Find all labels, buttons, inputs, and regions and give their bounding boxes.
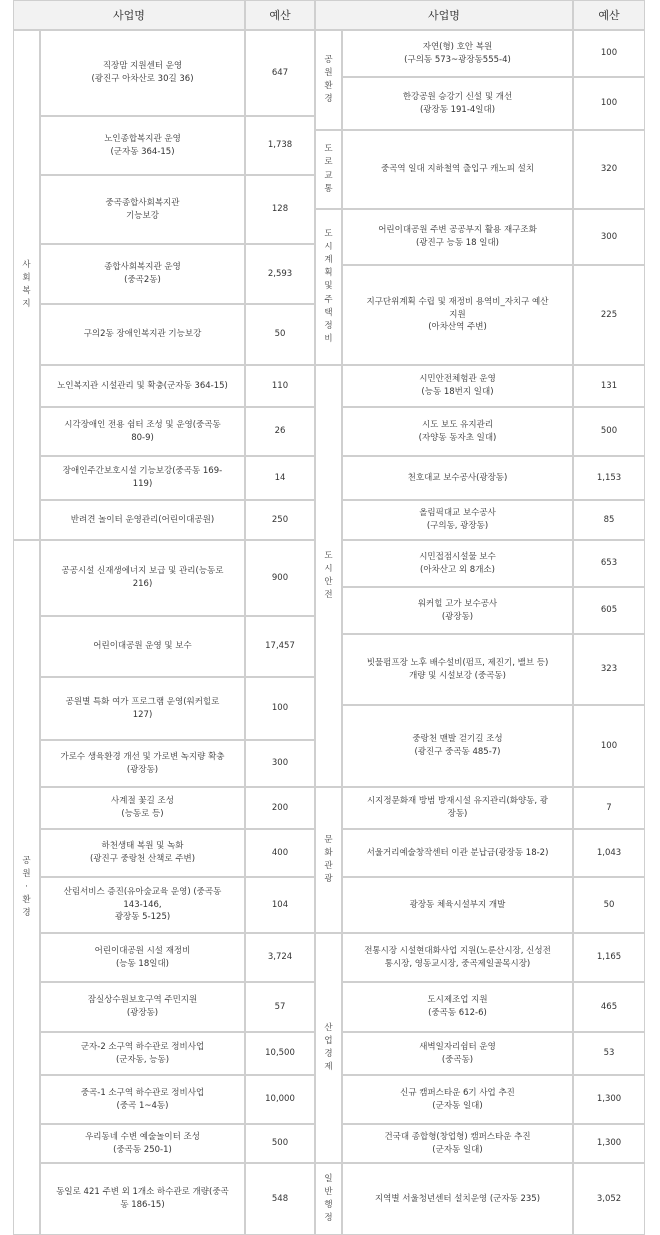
right-category <box>315 130 342 209</box>
right-project-name: 건국대 종합형(창업형) 캠퍼스타운 추진 (군자동 일대) <box>342 1124 573 1163</box>
right-project-name: 워커힐 고가 보수공사 (광장동) <box>342 587 573 634</box>
left-project-budget: 104 <box>245 877 315 933</box>
header-right-name: 사업명 <box>315 0 573 30</box>
right-project-name: 서울거리예술창작센터 이관 분납금(광장동 18-2) <box>342 829 573 877</box>
left-category-label: 사회복지 <box>22 259 31 310</box>
right-project-name: 올림픽대교 보수공사 (구의동, 광장동) <box>342 500 573 540</box>
right-category-label: 도시안전 <box>324 550 333 601</box>
right-category-label: 문화관광 <box>324 834 333 885</box>
right-project-budget: 605 <box>573 587 645 634</box>
right-project-name: 광장동 체육시설부지 개발 <box>342 877 573 933</box>
left-project-name: 어린이대공원 시설 재정비 (능동 18일대) <box>40 933 245 982</box>
right-category <box>315 209 342 365</box>
right-project-name: 시민안전체험관 운영 (능동 18번지 일대) <box>342 365 573 407</box>
left-project-budget: 2,593 <box>245 244 315 304</box>
left-project-name: 잠실상수원보호구역 주민지원 (광장동) <box>40 982 245 1032</box>
right-project-budget: 1,165 <box>573 933 645 982</box>
right-project-budget: 1,300 <box>573 1075 645 1124</box>
right-category <box>315 1163 342 1235</box>
header-left-name: 사업명 <box>13 0 245 30</box>
right-category <box>315 933 342 1163</box>
left-project-name: 공원별 특화 여가 프로그램 운영(워커힐로 127) <box>40 677 245 740</box>
right-category-label: 공원환경 <box>324 54 333 105</box>
right-project-budget: 300 <box>573 209 645 265</box>
right-project-name: 신규 캠퍼스타운 6기 사업 추진 (군자동 일대) <box>342 1075 573 1124</box>
left-project-budget: 400 <box>245 829 315 877</box>
right-project-name: 시민접점시설물 보수 (아차산고 외 8개소) <box>342 540 573 587</box>
right-project-name: 한강공원 승강기 신설 및 개선 (광장동 191-4일대) <box>342 77 573 130</box>
right-project-budget: 3,052 <box>573 1163 645 1235</box>
right-project-budget: 225 <box>573 265 645 365</box>
right-project-budget: 653 <box>573 540 645 587</box>
left-project-budget: 647 <box>245 30 315 116</box>
left-category <box>13 30 40 540</box>
left-project-budget: 110 <box>245 365 315 407</box>
left-project-name: 동일로 421 주변 외 1개소 하수관로 개량(중곡 동 186-15) <box>40 1163 245 1235</box>
left-project-name: 장애인주간보호시설 기능보강(중곡동 169- 119) <box>40 456 245 500</box>
right-project-name: 어린이대공원 주변 공공부지 활용 재구조화 (광진구 능동 18 일대) <box>342 209 573 265</box>
right-project-name: 시지정문화재 방범 방재시설 유지관리(화양동, 광 장동) <box>342 787 573 829</box>
header-left-budget: 예산 <box>245 0 315 30</box>
right-project-budget: 100 <box>573 77 645 130</box>
left-project-name: 구의2동 장애인복지관 기능보강 <box>40 304 245 365</box>
left-project-name: 중곡-1 소구역 하수관로 정비사업 (중곡 1~4동) <box>40 1075 245 1124</box>
left-project-budget: 10,000 <box>245 1075 315 1124</box>
right-project-name: 천호대교 보수공사(광장동) <box>342 456 573 500</box>
left-project-name: 반려견 놀이터 운영관리(어린이대공원) <box>40 500 245 540</box>
left-project-budget: 1,738 <box>245 116 315 175</box>
right-project-budget: 323 <box>573 634 645 705</box>
right-project-name: 자연(형) 호안 복원 (구의동 573~광장동555-4) <box>342 30 573 77</box>
left-project-budget: 300 <box>245 740 315 787</box>
right-project-name: 중랑천 맨발 걷기길 조성 (광진구 중곡동 485-7) <box>342 705 573 787</box>
right-category-label: 산업경제 <box>324 1022 333 1073</box>
right-project-name: 빗물펌프장 노후 배수설비(펌프, 제진기, 밸브 등) 개량 및 시설보강 (중곡동) <box>342 634 573 705</box>
right-project-name: 지역별 서울청년센터 설치운영 (군자동 235) <box>342 1163 573 1235</box>
right-project-name: 지구단위계획 수립 및 재정비 용역비_자치구 예산 지원 (아차산역 주변) <box>342 265 573 365</box>
left-project-budget: 26 <box>245 407 315 456</box>
right-category <box>315 787 342 933</box>
left-project-name: 종합사회복지관 운영 (중곡2동) <box>40 244 245 304</box>
left-project-name: 산림서비스 증진(유아숲교육 운영) (중곡동 143-146, 광장동 5-125) <box>40 877 245 933</box>
left-project-name: 시각장애인 전용 쉼터 조성 및 운영(중곡동 80-9) <box>40 407 245 456</box>
left-project-budget: 200 <box>245 787 315 829</box>
left-project-budget: 3,724 <box>245 933 315 982</box>
left-project-name: 군자-2 소구역 하수관로 정비사업 (군자동, 능동) <box>40 1032 245 1075</box>
left-project-name: 공공시설 신재생에너지 보급 및 관리(능동로 216) <box>40 540 245 616</box>
right-category <box>315 30 342 130</box>
right-project-budget: 85 <box>573 500 645 540</box>
right-project-name: 중곡역 일대 지하철역 출입구 캐노피 설치 <box>342 130 573 209</box>
left-project-name: 우리동네 수변 예술놀이터 조성 (중곡동 250-1) <box>40 1124 245 1163</box>
right-project-name: 시도 보도 유지관리 (자양동 동자초 일대) <box>342 407 573 456</box>
right-category-label: 도로교통 <box>324 144 333 194</box>
left-project-name: 노인종합복지관 운영 (군자동 364-15) <box>40 116 245 175</box>
left-project-name: 하천생태 복원 및 녹화 (광진구 중랑천 산책로 주변) <box>40 829 245 877</box>
left-category-label: 공원·환경 <box>22 855 31 919</box>
left-project-budget: 50 <box>245 304 315 365</box>
right-project-budget: 7 <box>573 787 645 829</box>
right-category-label: 일반행정 <box>324 1173 333 1224</box>
left-project-budget: 57 <box>245 982 315 1032</box>
right-category-label: 도시계획및주택정비 <box>324 228 333 345</box>
left-project-name: 중곡종합사회복지관 기능보강 <box>40 175 245 244</box>
left-project-budget: 250 <box>245 500 315 540</box>
right-project-budget: 500 <box>573 407 645 456</box>
right-project-budget: 1,043 <box>573 829 645 877</box>
left-project-name: 어린이대공원 운영 및 보수 <box>40 616 245 677</box>
right-project-budget: 100 <box>573 30 645 77</box>
left-project-name: 직장맘 지원센터 운영 (광진구 아차산로 30길 36) <box>40 30 245 116</box>
left-project-budget: 10,500 <box>245 1032 315 1075</box>
left-project-budget: 14 <box>245 456 315 500</box>
right-category <box>315 365 342 787</box>
left-project-budget: 500 <box>245 1124 315 1163</box>
right-project-budget: 50 <box>573 877 645 933</box>
right-project-budget: 1,300 <box>573 1124 645 1163</box>
left-project-budget: 17,457 <box>245 616 315 677</box>
right-project-name: 도시제조업 지원 (중곡동 612-6) <box>342 982 573 1032</box>
right-project-name: 새벽일자리쉼터 운영 (중곡동) <box>342 1032 573 1075</box>
right-project-budget: 465 <box>573 982 645 1032</box>
right-project-budget: 1,153 <box>573 456 645 500</box>
left-project-budget: 128 <box>245 175 315 244</box>
left-project-name: 가로수 생육환경 개선 및 가로변 녹지량 확충 (광장동) <box>40 740 245 787</box>
header-right-budget: 예산 <box>573 0 645 30</box>
right-project-name: 전통시장 시설현대화사업 지원(노룬산시장, 신성전 통시장, 영동교시장, 중곡제일골목시장) <box>342 933 573 982</box>
right-project-budget: 100 <box>573 705 645 787</box>
right-project-budget: 320 <box>573 130 645 209</box>
left-category <box>13 540 40 1235</box>
right-project-budget: 53 <box>573 1032 645 1075</box>
left-project-budget: 900 <box>245 540 315 616</box>
left-project-budget: 548 <box>245 1163 315 1235</box>
left-project-name: 노인복지관 시설관리 및 확충(군자동 364-15) <box>40 365 245 407</box>
right-project-budget: 131 <box>573 365 645 407</box>
left-project-budget: 100 <box>245 677 315 740</box>
left-project-name: 사계절 꽃길 조성 (능동로 등) <box>40 787 245 829</box>
